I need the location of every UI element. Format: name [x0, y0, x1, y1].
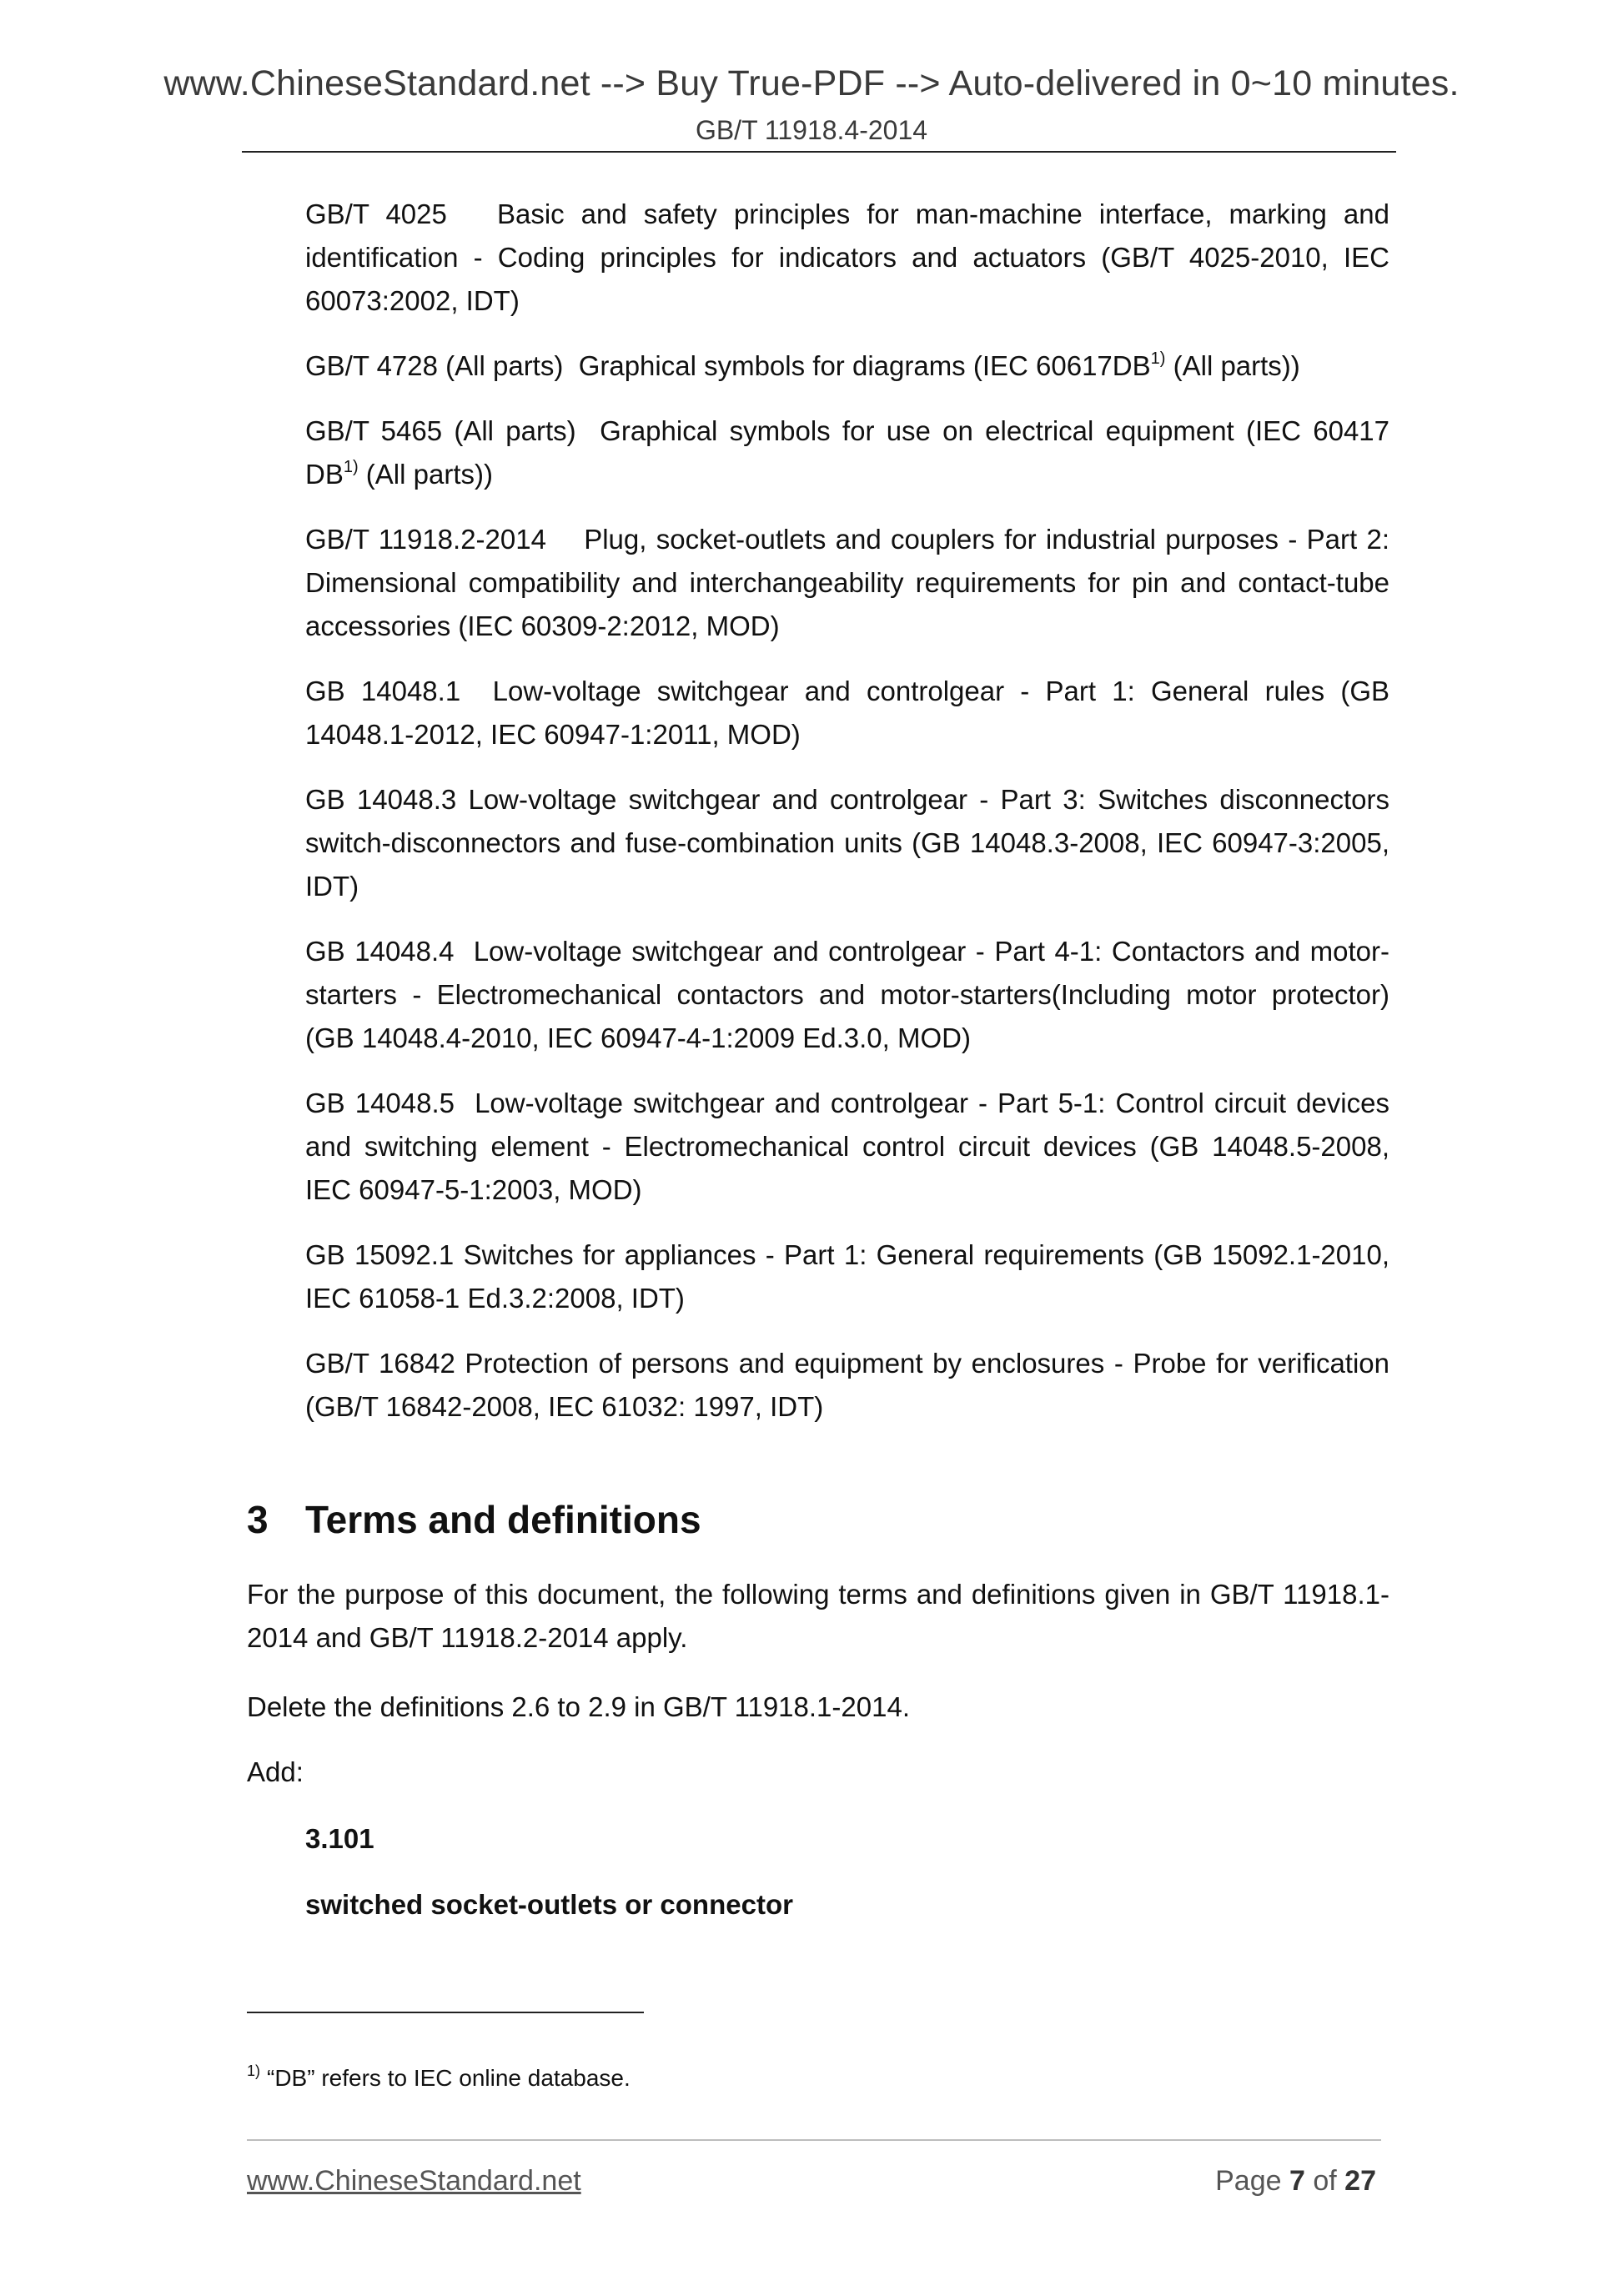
header-divider [242, 151, 1396, 153]
reference-text: Low-voltage switchgear and controlgear - Part 3: Switches disconnectors switch-disconnectors and fuse-combination units (GB 14048.3-2008, IEC 60947-3:2005, IDT) [305, 784, 1389, 902]
footnote [247, 2062, 631, 2092]
section-title: Terms and definitions [305, 1498, 701, 1541]
reference-item [305, 409, 1389, 496]
reference-item [305, 930, 1389, 1060]
document-id: GB/T 11918.4-2014 [695, 115, 928, 145]
reference-text: Low-voltage switchgear and controlgear - Part 4-1: Contactors and motor-starters - Electromechanical contactors and motor-starters(Including motor protector) (GB 14048.4-2010, IEC 60947-4-1:2009 Ed.3.0, MOD) [305, 936, 1389, 1053]
term-title: switched socket-outlets or connector [305, 1889, 793, 1920]
footnote-divider [247, 2012, 644, 2013]
delete-note: Delete the definitions 2.6 to 2.9 in GB/T 11918.1-2014. [247, 1691, 910, 1722]
reference-code: GB 14048.1 [305, 676, 461, 706]
reference-code: GB 14048.4 [305, 936, 455, 967]
reference-text: Basic and safety principles for man-machine interface, marking and identification - Coding principles for indicators and actuators (GB/T 4025-2010, IEC 60073:2002, IDT) [305, 198, 1389, 316]
reference-text: Switches for appliances - Part 1: General requirements (GB 15092.1-2010, IEC 61058-1 Ed.3.2:2008, IDT) [305, 1239, 1390, 1314]
reference-item [305, 518, 1389, 648]
reference-item [305, 670, 1389, 756]
reference-item [305, 1082, 1389, 1212]
add-label: Add: [247, 1756, 304, 1787]
reference-code: GB/T 11918.2-2014 [305, 524, 546, 555]
page-of-label: of [1313, 2165, 1337, 2197]
reference-item [305, 193, 1389, 323]
site-banner: www.ChineseStandard.net --> Buy True-PDF --> Auto-delivered in 0~10 minutes. [163, 63, 1460, 103]
reference-text: Graphical symbols for diagrams (IEC 60617DB [578, 350, 1151, 381]
footer-site-link[interactable]: www.ChineseStandard.net [247, 2165, 581, 2197]
reference-code: GB/T 4728 (All parts) [305, 350, 564, 381]
footer-divider [247, 2139, 1381, 2141]
reference-item [305, 1342, 1389, 1429]
page-label: Page [1215, 2165, 1282, 2197]
footnote-mark: 1) [247, 2062, 261, 2079]
reference-text: Graphical symbols for use on electrical equipment (IEC 60417 DB [305, 415, 1390, 490]
reference-code: GB 14048.5 [305, 1088, 455, 1118]
page-current: 7 [1289, 2165, 1305, 2197]
page-total: 27 [1344, 2165, 1376, 2197]
section-heading [247, 1497, 701, 1542]
reference-item [305, 344, 1389, 388]
reference-text-end: (All parts)) [1165, 350, 1300, 381]
reference-item [305, 778, 1389, 908]
normative-references-list [305, 193, 1389, 1450]
reference-item [305, 1233, 1389, 1320]
section-number: 3 [247, 1498, 269, 1541]
footnote-text: “DB” refers to IEC online database. [267, 2065, 631, 2091]
reference-text: Low-voltage switchgear and controlgear - Part 1: General rules (GB 14048.1-2012, IEC 60947-1:2011, MOD) [305, 676, 1389, 750]
reference-text: Low-voltage switchgear and controlgear - Part 5-1: Control circuit devices and switching element - Electromechanical control circuit devices (GB 14048.5-2008, IEC 60947-5-1:2003, MOD) [305, 1088, 1389, 1205]
reference-code: GB 15092.1 [305, 1239, 455, 1270]
reference-code: GB 14048.3 [305, 784, 457, 815]
reference-code: GB/T 16842 [305, 1348, 455, 1379]
reference-text: Plug, socket-outlets and couplers for industrial purposes - Part 2: Dimensional compatibility and interchangeability requirements for pin and contact-tube accessories (IEC 60309-2:2012, MOD) [305, 524, 1389, 641]
reference-code: GB/T 4025 [305, 198, 447, 229]
reference-text: Protection of persons and equipment by enclosures - Probe for verification (GB/T 16842-2008, IEC 61032: 1997, IDT) [305, 1348, 1389, 1422]
footnote-reference: 1) [1150, 349, 1166, 368]
section-intro: For the purpose of this document, the following terms and definitions given in GB/T 11918.1-2014 and GB/T 11918.2-2014 apply. [247, 1579, 1389, 1653]
reference-code: GB/T 5465 (All parts) [305, 415, 576, 446]
reference-text-end: (All parts)) [358, 459, 493, 490]
page-indicator [1215, 2165, 1376, 2198]
term-number: 3.101 [305, 1823, 374, 1854]
footnote-reference: 1) [343, 458, 359, 476]
